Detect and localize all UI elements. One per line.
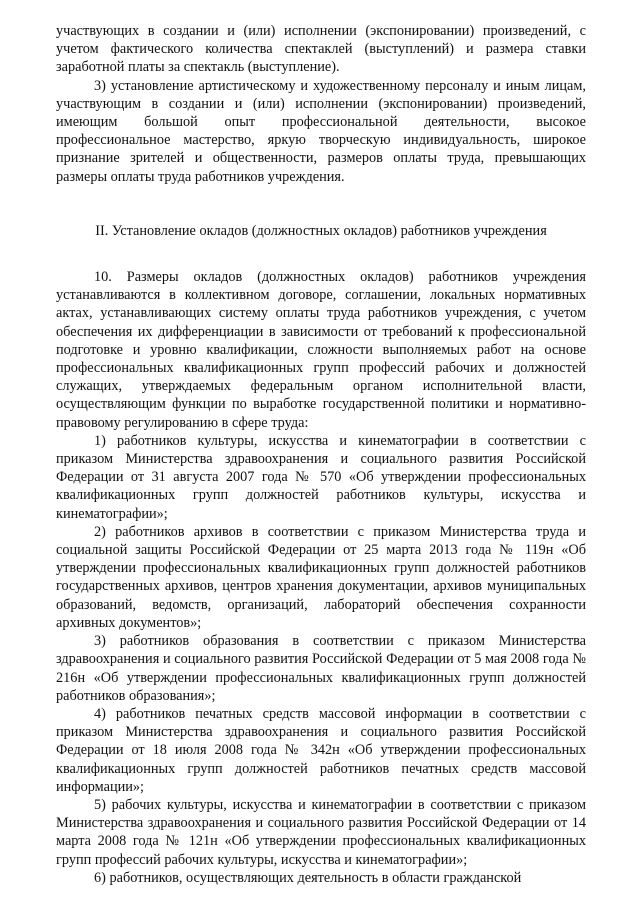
- paragraph-item-3: 3) установление артистическому и художественному персоналу и иным лицам, участвующим в создании и (или) исполнении (экспонировании) произведений, имеющим большой опыт профессиональной деятельности, высокое профессиональное мастерство, яркую творческую индивидуальность, широкое признание зрителей и общественности, размеров оплаты труда, превышающих размеры оплаты труда работников учреждения.: [56, 77, 586, 185]
- list-item-1: 1) работников культуры, искусства и кинематографии в соответствии с приказом Министерства здравоохранения и социального развития Российской Федерации от 31 августа 2007 года № 570 «Об утверждении профессиональных квалификационных групп должностей работников культуры, искусства и кинематографии»;: [56, 432, 586, 522]
- paragraph-continuation: участвующих в создании и (или) исполнении (экспонировании) произведений, с учетом фактического количества спектаклей (выступлений) и размера ставки заработной платы за спектакль (выступление).: [56, 23, 586, 76]
- list-item-6: 6) работников, осуществляющих деятельность в области гражданской: [94, 869, 522, 886]
- list-item-4: 4) работников печатных средств массовой информации в соответствии с приказом Министерства здравоохранения и социального развития Российской Федерации от 18 июля 2008 года № 342н «Об утверждении профессиональных квалификационных групп должностей работников печатных средств массовой информации»;: [56, 705, 586, 795]
- section-heading: II. Установление окладов (должностных окладов) работников учреждения: [95, 222, 547, 239]
- paragraph-10: 10. Размеры окладов (должностных окладов) работников учреждения устанавливаются в коллективном договоре, соглашении, локальных нормативных актах, устанавливающих систему оплаты труда работников учреждения, с учетом обеспечения их дифференциации в зависимости от требований к профессиональной подготовке и уровню квалификации, сложности выполняемых работ на основе профессиональных квалификационных групп профессий рабочих и должностей служащих, утверждаемых федеральным органом исполнительной власти, осуществляющим функции по выработке государственной политики и нормативно-правовому регулированию в сфере труда:: [56, 269, 586, 431]
- list-item-5: 5) рабочих культуры, искусства и кинематографии в соответствии с приказом Министерства здравоохранения и социального развития Российской Федерации от 14 марта 2008 года № 121н «Об утверждении профессиональных квалификационных групп профессий рабочих культуры, искусства и кинематографии»;: [56, 796, 586, 868]
- list-item-3: 3) работников образования в соответствии с приказом Министерства здравоохранения и социального развития Российской Федерации от 5 мая 2008 года № 216н «Об утверждении профессиональных квалификационных групп должностей работников образования»;: [56, 633, 586, 704]
- document-body: [56, 22, 586, 887]
- list-item-2: 2) работников архивов в соответствии с приказом Министерства труда и социальной защиты Российской Федерации от 25 марта 2013 года № 119н «Об утверждении профессиональных квалификационных групп должностей работников государственных архивов, центров хранения документации, архивов муниципальных образований, ведомств, организаций, лабораторий обеспечения сохранности архивных документов»;: [56, 523, 586, 631]
